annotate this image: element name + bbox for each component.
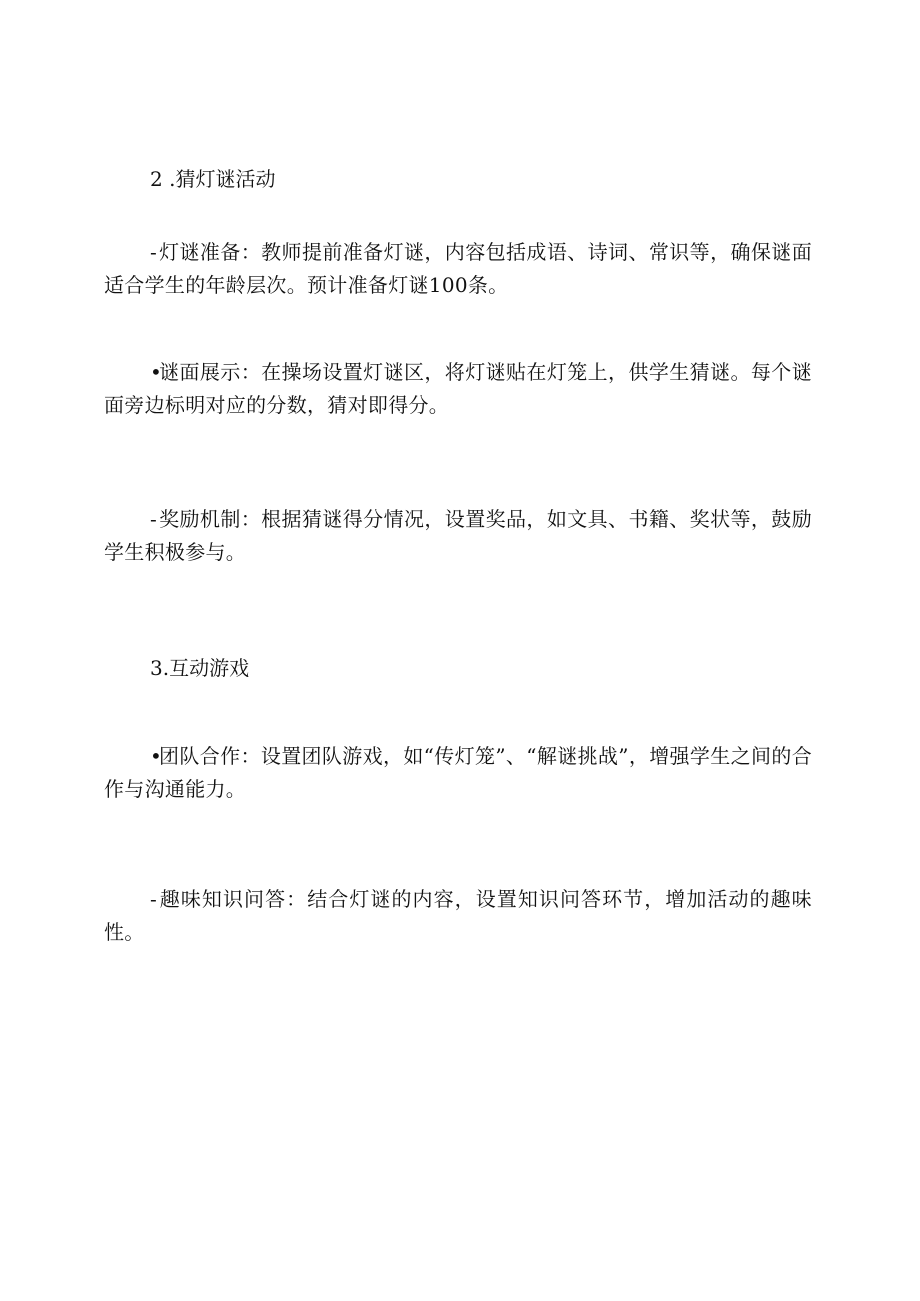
dash-marker: -	[150, 507, 158, 531]
bullet-marker: •	[150, 744, 163, 768]
paragraph-text: 奖励机制：根据猜谜得分情况，设置奖品，如文具、书籍、奖状等，鼓励学生积极参与。	[104, 507, 812, 564]
dash-marker: -	[150, 887, 158, 911]
paragraph-text: 谜面展示：在操场设置灯谜区，将灯谜贴在灯笼上，供学生猜谜。每个谜面旁边标明对应的分数，猜对即得分。	[104, 360, 812, 417]
section-heading-interactive-games: 3.互动游戏	[150, 656, 250, 680]
section-heading-lantern-riddles: 2 .猜灯谜活动	[150, 167, 276, 191]
bullet-marker: •	[150, 360, 163, 384]
paragraph-reward-mechanism	[104, 503, 812, 569]
dash-marker: -	[150, 240, 158, 264]
paragraph-riddle-preparation	[104, 236, 812, 302]
paragraph-text: 灯谜准备：教师提前准备灯谜，内容包括成语、诗词、常识等，确保谜面适合学生的年龄层次。预计准备灯谜100条。	[104, 240, 812, 297]
paragraph-text: 团队合作：设置团队游戏，如“传灯笼”、“解谜挑战”，增强学生之间的合作与沟通能力。	[104, 744, 812, 801]
paragraph-knowledge-quiz	[104, 883, 812, 949]
paragraph-team-cooperation	[104, 740, 812, 806]
paragraph-riddle-display	[104, 356, 812, 422]
paragraph-text: 趣味知识问答：结合灯谜的内容，设置知识问答环节，增加活动的趣味性。	[104, 887, 812, 944]
